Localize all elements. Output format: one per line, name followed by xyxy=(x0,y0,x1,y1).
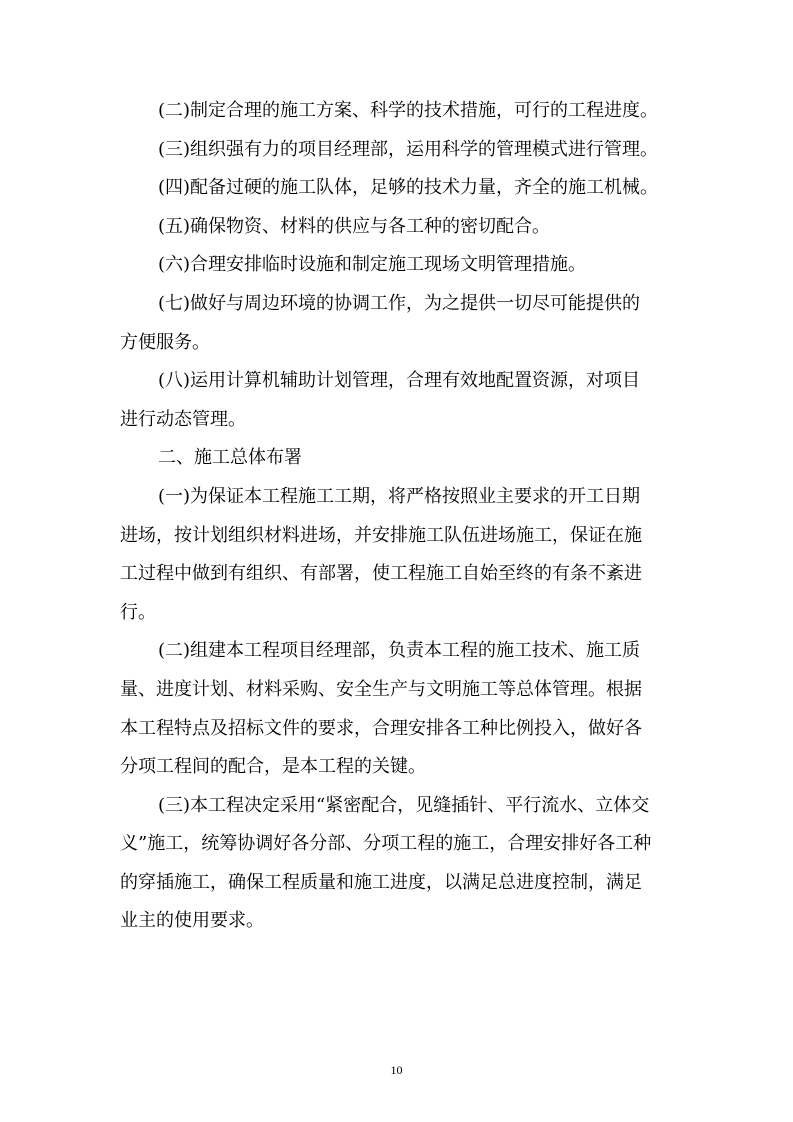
text-line: 义”施工，统筹协调好各分部、分项工程的施工，合理安排好各工种 xyxy=(120,833,652,855)
text-line: (八)运用计算机辅助计划管理，合理有效地配置资源，对项目 xyxy=(158,370,641,392)
text-line: (五)确保物资、材料的供应与各工种的密切配合。 xyxy=(158,215,551,237)
text-line: (四)配备过硬的施工队体，足够的技术力量，齐全的施工机械。 xyxy=(158,177,659,199)
text-line: 方便服务。 xyxy=(120,331,210,353)
text-line: 工过程中做到有组织、有部署，使工程施工自始至终的有条不紊进 xyxy=(120,563,642,585)
text-line: (六)合理安排临时设施和制定施工现场文明管理措施。 xyxy=(158,254,587,276)
text-line: 业主的使用要求。 xyxy=(120,910,264,932)
deployment-item-1 xyxy=(120,478,670,632)
text-line: (三)组织强有力的项目经理部，运用科学的管理模式进行管理。 xyxy=(158,138,659,160)
document-body xyxy=(120,92,670,941)
text-line: 行。 xyxy=(120,601,156,623)
deployment-item-3 xyxy=(120,787,670,941)
text-line: 进行动态管理。 xyxy=(120,408,246,430)
text-line: 本工程特点及招标文件的要求，合理安排各工种比例投入，做好各 xyxy=(120,717,642,739)
paragraph-item-2 xyxy=(120,92,670,131)
paragraph-item-5 xyxy=(120,208,670,247)
paragraph-item-6 xyxy=(120,246,670,285)
section-heading xyxy=(120,439,670,478)
text-line: (三)本工程决定采用“紧密配合，见缝插针、平行流水、立体交 xyxy=(158,794,650,816)
paragraph-item-4 xyxy=(120,169,670,208)
text-line: (七)做好与周边环境的协调工作，为之提供一切尽可能提供的 xyxy=(158,292,641,314)
page-number: 10 xyxy=(390,1063,403,1077)
paragraph-item-8 xyxy=(120,362,670,439)
deployment-item-2 xyxy=(120,632,670,786)
text-line: 进场，按计划组织材料进场，并安排施工队伍进场施工，保证在施 xyxy=(120,524,642,546)
section-heading-text: 二、施工总体布署 xyxy=(158,447,302,469)
text-line: (二)制定合理的施工方案、科学的技术措施，可行的工程进度。 xyxy=(158,100,659,121)
text-line: (一)为保证本工程施工工期，将严格按照业主要求的开工日期 xyxy=(158,485,641,507)
paragraph-item-7 xyxy=(120,285,670,362)
text-line: (二)组建本工程项目经理部，负责本工程的施工技术、施工质 xyxy=(158,640,641,662)
paragraph-item-3 xyxy=(120,131,670,170)
text-line: 分项工程间的配合，是本工程的关键。 xyxy=(120,756,426,778)
text-line: 的穿插施工，确保工程质量和施工进度，以满足总进度控制，满足 xyxy=(120,871,642,893)
text-line: 量、进度计划、材料采购、安全生产与文明施工等总体管理。根据 xyxy=(120,678,642,700)
